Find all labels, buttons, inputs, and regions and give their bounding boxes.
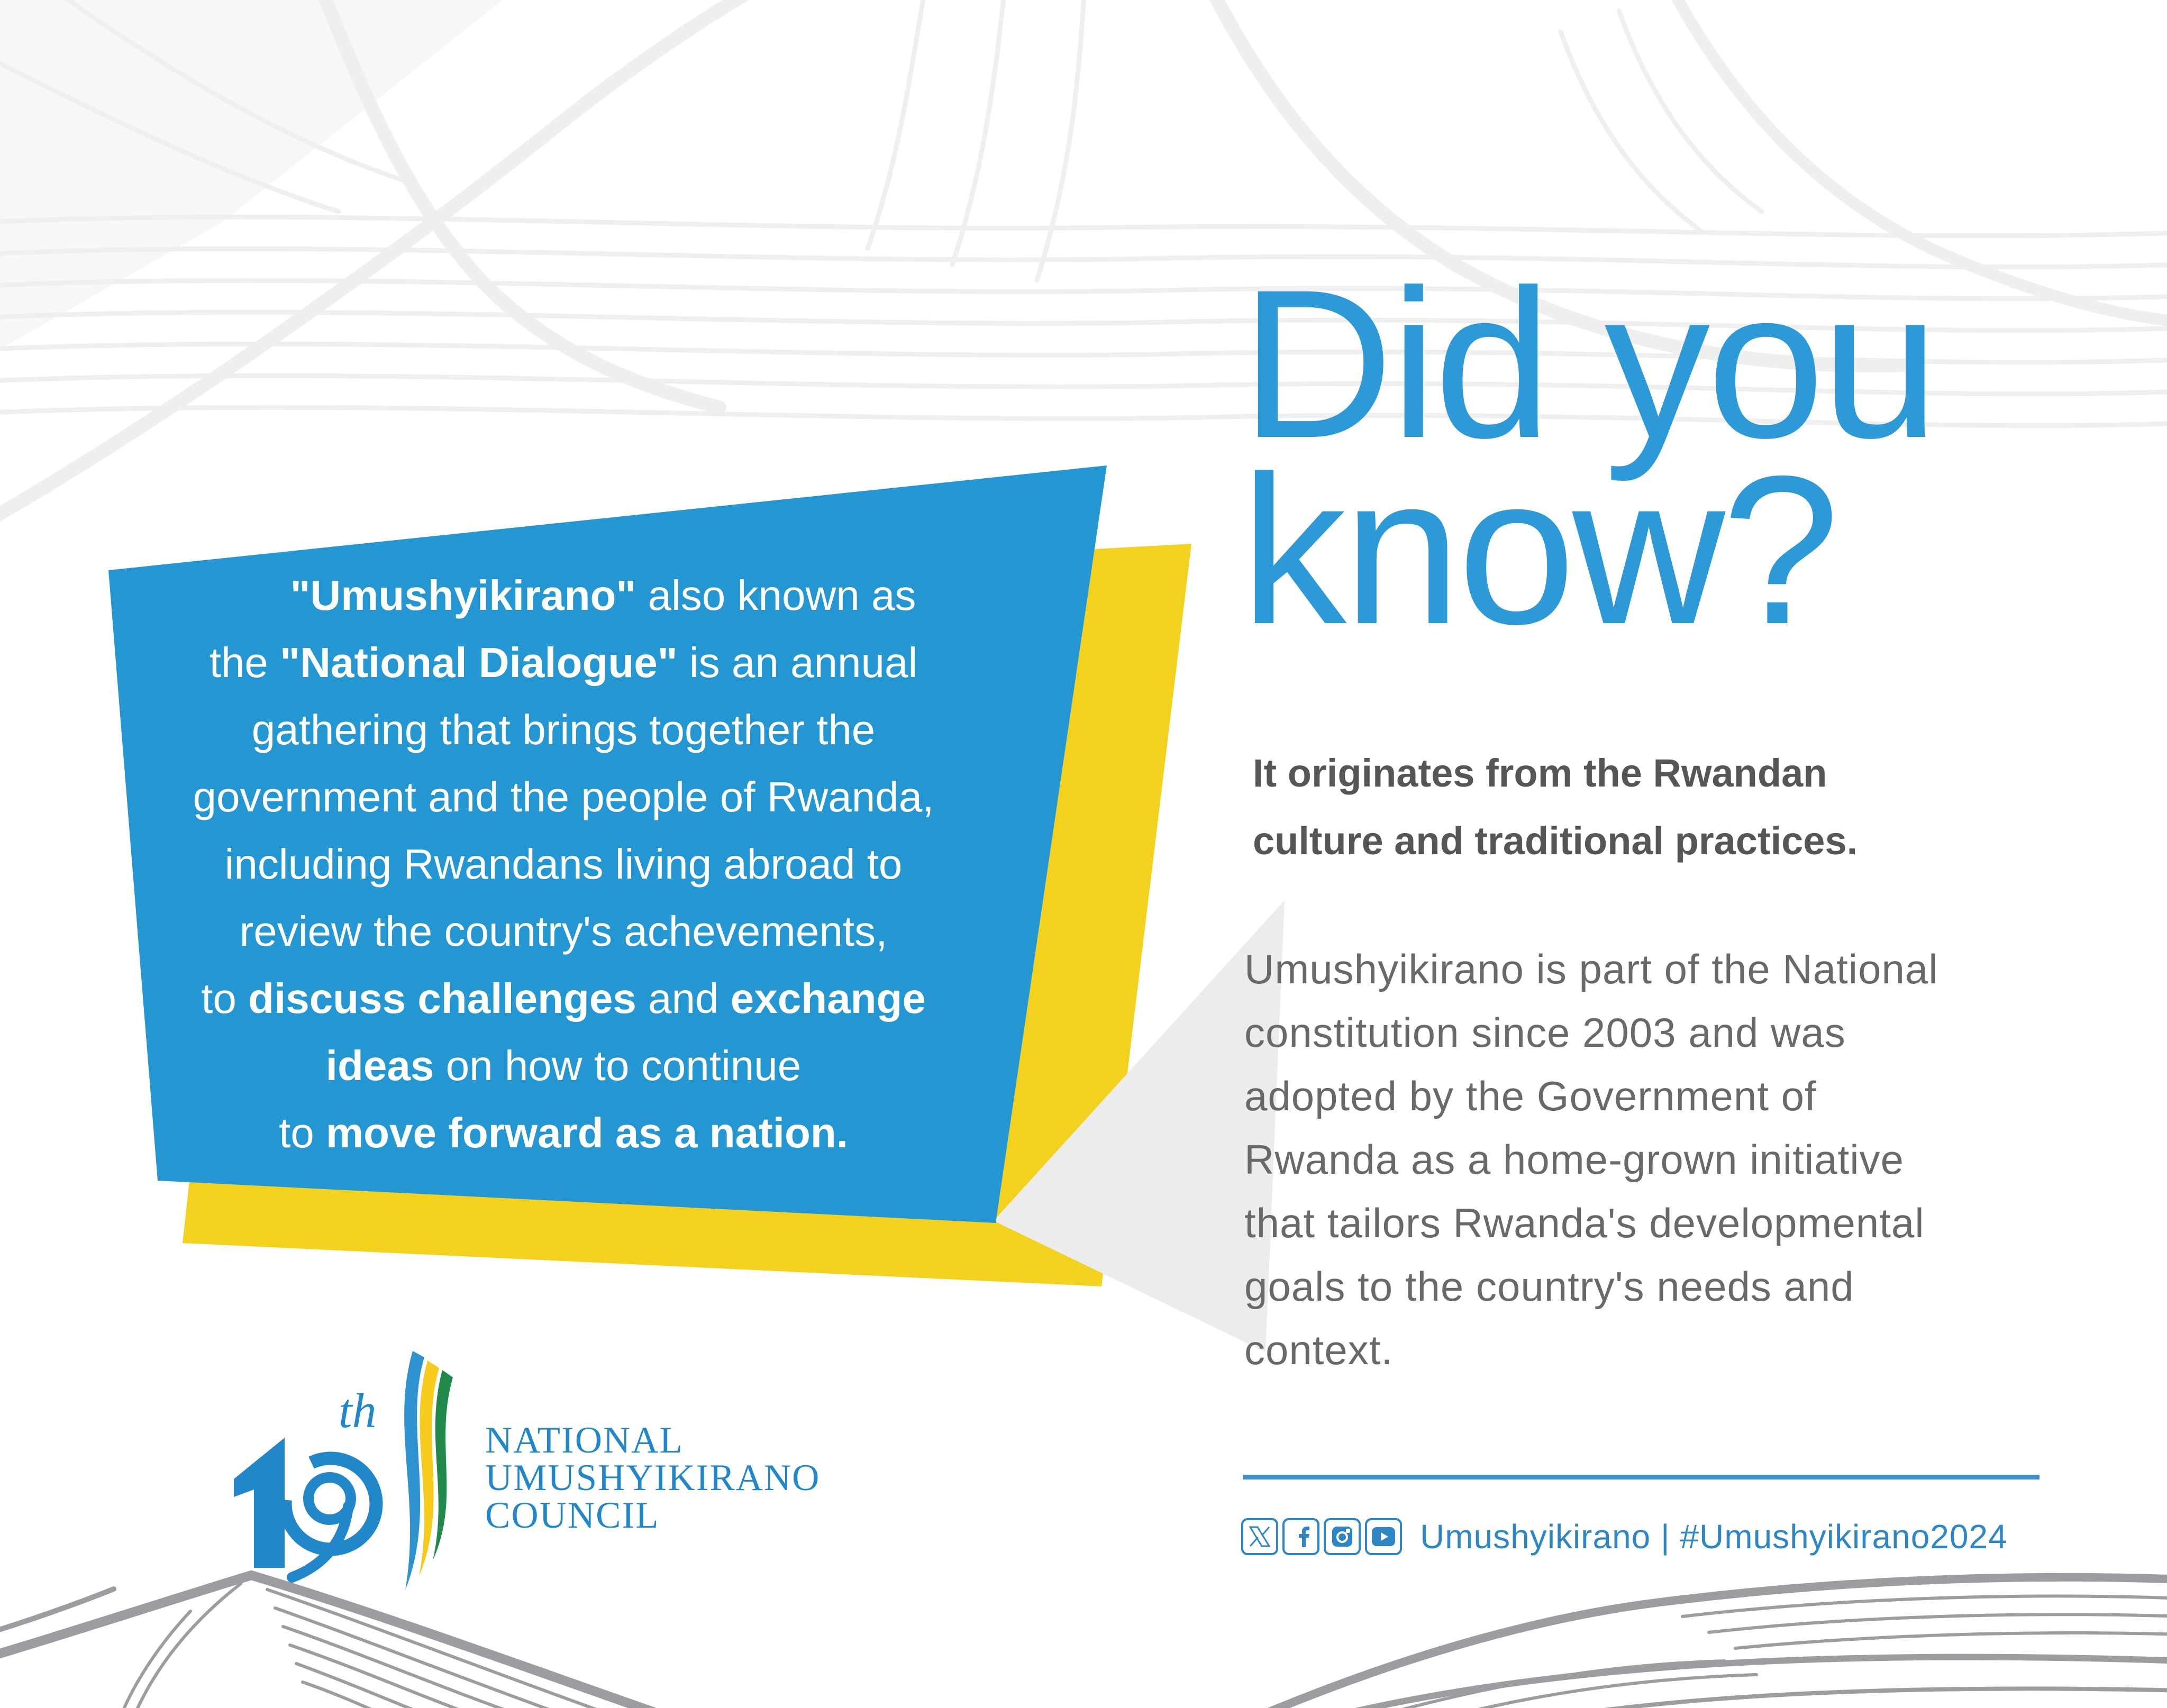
instagram-button[interactable] bbox=[1324, 1518, 1361, 1555]
logo-wordmark-line: NATIONAL bbox=[485, 1420, 684, 1461]
fact-paragraph bbox=[1244, 937, 1938, 1382]
fact-subheading bbox=[1253, 739, 1858, 875]
footer-social-row bbox=[1241, 1517, 2008, 1556]
social-handle: Umushyikirano | #Umushyikirano2024 bbox=[1420, 1518, 2008, 1556]
paragraph-line: constitution since 2003 and was bbox=[1244, 1009, 1846, 1056]
swoosh-blue-ribbon bbox=[404, 1351, 424, 1590]
footer-divider bbox=[1243, 1475, 2039, 1479]
youtube-icon bbox=[1372, 1527, 1395, 1546]
paragraph-line: goals to the country's needs and bbox=[1244, 1263, 1854, 1310]
logo-wordmark-line: COUNCIL bbox=[485, 1495, 660, 1536]
umushyikirano-council-logo bbox=[233, 1349, 487, 1597]
facebook-button[interactable] bbox=[1282, 1518, 1319, 1555]
subhead-line: culture and traditional practices. bbox=[1253, 819, 1858, 863]
logo-wordmark-line: UMUSHYIKIRANO bbox=[485, 1457, 821, 1499]
instagram-icon bbox=[1331, 1526, 1353, 1548]
youtube-button[interactable] bbox=[1365, 1518, 1402, 1555]
logo-numeral-one bbox=[234, 1438, 285, 1568]
facebook-icon bbox=[1290, 1526, 1312, 1547]
bubble-line: ideas on how to continue bbox=[325, 1042, 802, 1089]
paragraph-line: Umushyikirano is part of the National bbox=[1244, 946, 1938, 992]
paragraph-line: context. bbox=[1244, 1327, 1394, 1373]
bubble-line: government and the people of Rwanda, bbox=[193, 773, 934, 820]
bubble-line: to discuss challenges and exchange bbox=[201, 975, 926, 1022]
subhead-line: It originates from the Rwandan bbox=[1253, 751, 1827, 795]
bubble-line: review the country's achevements, bbox=[239, 908, 888, 955]
title-line-2: know? bbox=[1241, 432, 1837, 668]
swoosh-green-ribbon bbox=[433, 1370, 453, 1560]
title-line-1: Did you bbox=[1241, 245, 1936, 482]
bubble-quote bbox=[127, 562, 1000, 1166]
paragraph-line: Rwanda as a home-grown initiative bbox=[1244, 1136, 1904, 1183]
bubble-line: gathering that brings together the bbox=[251, 706, 876, 753]
x-social-button[interactable] bbox=[1241, 1518, 1278, 1555]
logo-ordinal: th bbox=[339, 1384, 377, 1438]
logo-wordmark bbox=[485, 1422, 820, 1535]
page-title bbox=[1241, 245, 1936, 668]
x-icon bbox=[1249, 1526, 1270, 1547]
bubble-line: including Rwandans living abroad to bbox=[224, 841, 903, 888]
paragraph-line: adopted by the Government of bbox=[1244, 1073, 1817, 1119]
bubble-line: the "National Dialogue" is an annual bbox=[209, 639, 918, 686]
paragraph-line: that tailors Rwanda's developmental bbox=[1244, 1200, 1925, 1246]
bubble-line: to move forward as a nation. bbox=[279, 1109, 848, 1156]
bubble-line: "Umushyikirano" also known as bbox=[290, 572, 916, 619]
